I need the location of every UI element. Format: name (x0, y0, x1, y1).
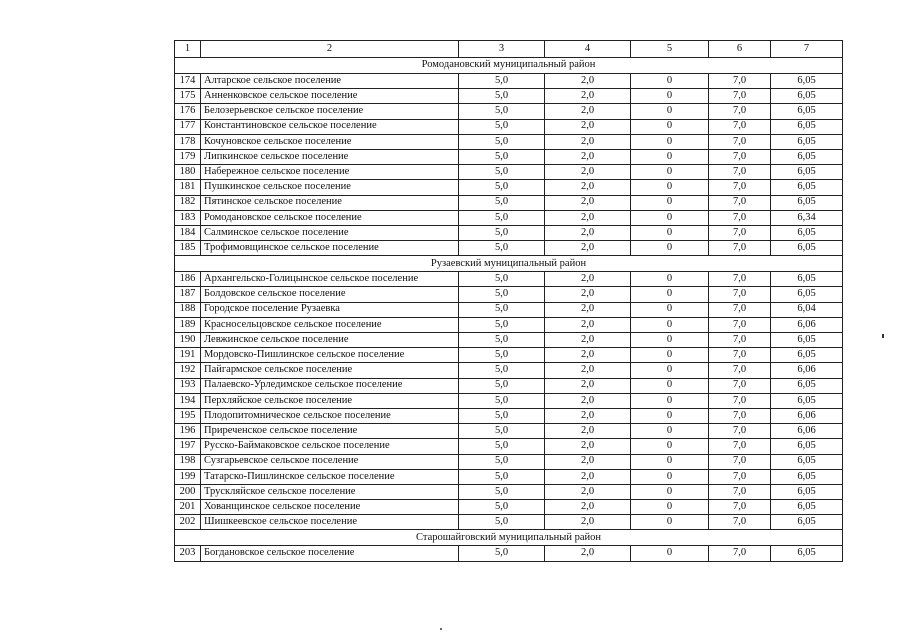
table-row (175, 89, 843, 104)
value-cell-col5: 0 (631, 165, 709, 180)
district-section-row (175, 58, 843, 74)
table-row (175, 515, 843, 530)
value-cell-col3: 5,0 (459, 241, 545, 256)
value-cell-col7: 6,05 (771, 500, 843, 515)
value-cell-col6: 7,0 (709, 469, 771, 484)
value-cell-col7: 6,06 (771, 363, 843, 378)
value-cell-col3: 5,0 (459, 287, 545, 302)
value-cell-col6: 7,0 (709, 287, 771, 302)
value-cell-col3: 5,0 (459, 484, 545, 499)
value-cell-col6: 7,0 (709, 393, 771, 408)
value-cell-col6: 7,0 (709, 302, 771, 317)
value-cell-col3: 5,0 (459, 439, 545, 454)
value-cell-col4: 2,0 (545, 241, 631, 256)
value-cell-col4: 2,0 (545, 165, 631, 180)
value-cell-col4: 2,0 (545, 89, 631, 104)
value-cell-col6: 7,0 (709, 119, 771, 134)
value-cell-col6: 7,0 (709, 225, 771, 240)
table-row (175, 454, 843, 469)
value-cell-col6: 7,0 (709, 546, 771, 561)
value-cell-col6: 7,0 (709, 241, 771, 256)
district-title: Рузаевский муниципальный район (175, 256, 843, 272)
value-cell-col5: 0 (631, 272, 709, 287)
value-cell-col3: 5,0 (459, 134, 545, 149)
value-cell-col5: 0 (631, 74, 709, 89)
row-number-cell: 181 (175, 180, 201, 195)
table-row (175, 195, 843, 210)
value-cell-col4: 2,0 (545, 333, 631, 348)
row-number-cell: 196 (175, 424, 201, 439)
value-cell-col7: 6,06 (771, 408, 843, 423)
value-cell-col4: 2,0 (545, 104, 631, 119)
value-cell-col5: 0 (631, 515, 709, 530)
settlement-name-cell: Приреченское сельское поселение (201, 424, 459, 439)
row-number-cell: 182 (175, 195, 201, 210)
settlement-name-cell: Хованщинское сельское поселение (201, 500, 459, 515)
value-cell-col3: 5,0 (459, 333, 545, 348)
value-cell-col7: 6,05 (771, 484, 843, 499)
settlement-name-cell: Татарско-Пишлинское сельское поселение (201, 469, 459, 484)
value-cell-col4: 2,0 (545, 287, 631, 302)
value-cell-col3: 5,0 (459, 149, 545, 164)
row-number-cell: 201 (175, 500, 201, 515)
row-number-cell: 187 (175, 287, 201, 302)
value-cell-col3: 5,0 (459, 469, 545, 484)
value-cell-col5: 0 (631, 302, 709, 317)
table-row (175, 424, 843, 439)
table-row (175, 469, 843, 484)
row-number-cell: 189 (175, 317, 201, 332)
value-cell-col7: 6,05 (771, 439, 843, 454)
value-cell-col7: 6,05 (771, 469, 843, 484)
settlement-name-cell: Левжинское сельское поселение (201, 333, 459, 348)
value-cell-col6: 7,0 (709, 210, 771, 225)
value-cell-col7: 6,05 (771, 546, 843, 561)
table-row (175, 287, 843, 302)
value-cell-col5: 0 (631, 469, 709, 484)
value-cell-col4: 2,0 (545, 424, 631, 439)
column-number-2: 2 (201, 41, 459, 58)
table-row (175, 408, 843, 423)
value-cell-col5: 0 (631, 500, 709, 515)
value-cell-col5: 0 (631, 393, 709, 408)
value-cell-col4: 2,0 (545, 225, 631, 240)
settlement-name-cell: Палаевско-Урледимское сельское поселение (201, 378, 459, 393)
value-cell-col4: 2,0 (545, 363, 631, 378)
value-cell-col4: 2,0 (545, 500, 631, 515)
value-cell-col5: 0 (631, 225, 709, 240)
table-row (175, 241, 843, 256)
value-cell-col3: 5,0 (459, 195, 545, 210)
value-cell-col3: 5,0 (459, 89, 545, 104)
value-cell-col4: 2,0 (545, 195, 631, 210)
table-row (175, 317, 843, 332)
value-cell-col6: 7,0 (709, 74, 771, 89)
value-cell-col7: 6,05 (771, 272, 843, 287)
value-cell-col5: 0 (631, 484, 709, 499)
value-cell-col5: 0 (631, 195, 709, 210)
settlement-name-cell: Сузгарьевское сельское поселение (201, 454, 459, 469)
value-cell-col7: 6,05 (771, 515, 843, 530)
value-cell-col6: 7,0 (709, 408, 771, 423)
row-number-cell: 188 (175, 302, 201, 317)
settlement-name-cell: Пушкинское сельское поселение (201, 180, 459, 195)
table-row (175, 363, 843, 378)
value-cell-col3: 5,0 (459, 500, 545, 515)
value-cell-col5: 0 (631, 546, 709, 561)
row-number-cell: 195 (175, 408, 201, 423)
settlement-name-cell: Архангельско-Голицынское сельское поселение (201, 272, 459, 287)
value-cell-col3: 5,0 (459, 104, 545, 119)
value-cell-col7: 6,04 (771, 302, 843, 317)
value-cell-col7: 6,05 (771, 454, 843, 469)
value-cell-col3: 5,0 (459, 272, 545, 287)
row-number-cell: 176 (175, 104, 201, 119)
value-cell-col5: 0 (631, 119, 709, 134)
value-cell-col7: 6,05 (771, 225, 843, 240)
value-cell-col7: 6,05 (771, 348, 843, 363)
table-row (175, 74, 843, 89)
value-cell-col7: 6,05 (771, 393, 843, 408)
column-number-5: 5 (631, 41, 709, 58)
column-number-6: 6 (709, 41, 771, 58)
column-number-1: 1 (175, 41, 201, 58)
settlement-name-cell: Набережное сельское поселение (201, 165, 459, 180)
row-number-cell: 190 (175, 333, 201, 348)
value-cell-col7: 6,05 (771, 104, 843, 119)
table-row (175, 210, 843, 225)
row-number-cell: 203 (175, 546, 201, 561)
value-cell-col6: 7,0 (709, 363, 771, 378)
value-cell-col7: 6,34 (771, 210, 843, 225)
value-cell-col6: 7,0 (709, 454, 771, 469)
value-cell-col6: 7,0 (709, 333, 771, 348)
value-cell-col5: 0 (631, 439, 709, 454)
value-cell-col3: 5,0 (459, 515, 545, 530)
value-cell-col4: 2,0 (545, 317, 631, 332)
value-cell-col4: 2,0 (545, 469, 631, 484)
value-cell-col7: 6,05 (771, 119, 843, 134)
value-cell-col6: 7,0 (709, 424, 771, 439)
value-cell-col7: 6,05 (771, 287, 843, 302)
table-row (175, 119, 843, 134)
value-cell-col3: 5,0 (459, 180, 545, 195)
value-cell-col4: 2,0 (545, 439, 631, 454)
value-cell-col6: 7,0 (709, 317, 771, 332)
row-number-cell: 193 (175, 378, 201, 393)
value-cell-col4: 2,0 (545, 210, 631, 225)
scan-speck (440, 628, 442, 630)
value-cell-col5: 0 (631, 363, 709, 378)
row-number-cell: 199 (175, 469, 201, 484)
value-cell-col5: 0 (631, 180, 709, 195)
district-section-row (175, 256, 843, 272)
settlement-name-cell: Ромодановское сельское поселение (201, 210, 459, 225)
value-cell-col4: 2,0 (545, 134, 631, 149)
table-row (175, 546, 843, 561)
row-number-cell: 183 (175, 210, 201, 225)
value-cell-col5: 0 (631, 408, 709, 423)
value-cell-col3: 5,0 (459, 454, 545, 469)
value-cell-col5: 0 (631, 378, 709, 393)
value-cell-col6: 7,0 (709, 272, 771, 287)
column-number-4: 4 (545, 41, 631, 58)
value-cell-col7: 6,05 (771, 74, 843, 89)
value-cell-col3: 5,0 (459, 348, 545, 363)
row-number-cell: 192 (175, 363, 201, 378)
value-cell-col4: 2,0 (545, 378, 631, 393)
value-cell-col5: 0 (631, 104, 709, 119)
row-number-cell: 202 (175, 515, 201, 530)
value-cell-col6: 7,0 (709, 165, 771, 180)
settlement-name-cell: Пайгармское сельское поселение (201, 363, 459, 378)
table-row (175, 348, 843, 363)
value-cell-col6: 7,0 (709, 134, 771, 149)
value-cell-col6: 7,0 (709, 89, 771, 104)
value-cell-col6: 7,0 (709, 195, 771, 210)
row-number-cell: 200 (175, 484, 201, 499)
column-number-7: 7 (771, 41, 843, 58)
value-cell-col7: 6,05 (771, 195, 843, 210)
settlement-name-cell: Русско-Баймаковское сельское поселение (201, 439, 459, 454)
row-number-cell: 194 (175, 393, 201, 408)
value-cell-col4: 2,0 (545, 546, 631, 561)
value-cell-col5: 0 (631, 149, 709, 164)
value-cell-col3: 5,0 (459, 74, 545, 89)
table-row (175, 149, 843, 164)
margin-mark (882, 334, 884, 338)
value-cell-col6: 7,0 (709, 348, 771, 363)
row-number-cell: 174 (175, 74, 201, 89)
settlement-name-cell: Богдановское сельское поселение (201, 546, 459, 561)
table-row (175, 378, 843, 393)
value-cell-col4: 2,0 (545, 484, 631, 499)
value-cell-col3: 5,0 (459, 225, 545, 240)
settlement-name-cell: Белозерьевское сельское поселение (201, 104, 459, 119)
value-cell-col3: 5,0 (459, 424, 545, 439)
value-cell-col7: 6,05 (771, 333, 843, 348)
settlement-name-cell: Городское поселение Рузаевка (201, 302, 459, 317)
settlement-name-cell: Плодопитомническое сельское поселение (201, 408, 459, 423)
district-title: Ромодановский муниципальный район (175, 58, 843, 74)
value-cell-col5: 0 (631, 348, 709, 363)
value-cell-col4: 2,0 (545, 515, 631, 530)
value-cell-col3: 5,0 (459, 165, 545, 180)
value-cell-col3: 5,0 (459, 546, 545, 561)
row-number-cell: 198 (175, 454, 201, 469)
table-body (175, 41, 843, 562)
settlement-name-cell: Болдовское сельское поселение (201, 287, 459, 302)
value-cell-col6: 7,0 (709, 149, 771, 164)
table-row (175, 180, 843, 195)
column-number-header-row (175, 41, 843, 58)
value-cell-col4: 2,0 (545, 302, 631, 317)
table-row (175, 333, 843, 348)
value-cell-col5: 0 (631, 210, 709, 225)
value-cell-col3: 5,0 (459, 317, 545, 332)
row-number-cell: 177 (175, 119, 201, 134)
value-cell-col3: 5,0 (459, 210, 545, 225)
value-cell-col3: 5,0 (459, 302, 545, 317)
row-number-cell: 178 (175, 134, 201, 149)
value-cell-col6: 7,0 (709, 378, 771, 393)
value-cell-col6: 7,0 (709, 484, 771, 499)
value-cell-col7: 6,05 (771, 134, 843, 149)
value-cell-col4: 2,0 (545, 180, 631, 195)
value-cell-col7: 6,05 (771, 241, 843, 256)
settlement-name-cell: Мордовско-Пишлинское сельское поселение (201, 348, 459, 363)
table-row (175, 500, 843, 515)
value-cell-col3: 5,0 (459, 393, 545, 408)
settlement-name-cell: Кочуновское сельское поселение (201, 134, 459, 149)
row-number-cell: 184 (175, 225, 201, 240)
value-cell-col5: 0 (631, 134, 709, 149)
value-cell-col3: 5,0 (459, 378, 545, 393)
value-cell-col4: 2,0 (545, 348, 631, 363)
value-cell-col4: 2,0 (545, 454, 631, 469)
value-cell-col7: 6,05 (771, 165, 843, 180)
district-title: Старошайговский муниципальный район (175, 530, 843, 546)
value-cell-col4: 2,0 (545, 119, 631, 134)
settlement-name-cell: Красносельцовское сельское поселение (201, 317, 459, 332)
table-row (175, 134, 843, 149)
value-cell-col4: 2,0 (545, 149, 631, 164)
settlement-name-cell: Шишкеевское сельское поселение (201, 515, 459, 530)
settlement-name-cell: Алтарское сельское поселение (201, 74, 459, 89)
value-cell-col6: 7,0 (709, 500, 771, 515)
row-number-cell: 197 (175, 439, 201, 454)
table-row (175, 272, 843, 287)
table-row (175, 225, 843, 240)
table-row (175, 393, 843, 408)
column-number-3: 3 (459, 41, 545, 58)
table-row (175, 302, 843, 317)
value-cell-col6: 7,0 (709, 180, 771, 195)
settlement-name-cell: Липкинское сельское поселение (201, 149, 459, 164)
value-cell-col3: 5,0 (459, 408, 545, 423)
value-cell-col4: 2,0 (545, 408, 631, 423)
value-cell-col4: 2,0 (545, 393, 631, 408)
row-number-cell: 186 (175, 272, 201, 287)
table-row (175, 165, 843, 180)
settlement-name-cell: Анненковское сельское поселение (201, 89, 459, 104)
value-cell-col7: 6,05 (771, 180, 843, 195)
district-section-row (175, 530, 843, 546)
value-cell-col7: 6,06 (771, 424, 843, 439)
table-row (175, 484, 843, 499)
row-number-cell: 175 (175, 89, 201, 104)
document-page (174, 40, 842, 562)
value-cell-col5: 0 (631, 241, 709, 256)
value-cell-col7: 6,06 (771, 317, 843, 332)
settlement-name-cell: Пятинское сельское поселение (201, 195, 459, 210)
value-cell-col5: 0 (631, 89, 709, 104)
settlement-name-cell: Салминское сельское поселение (201, 225, 459, 240)
value-cell-col4: 2,0 (545, 74, 631, 89)
settlement-name-cell: Трускляйское сельское поселение (201, 484, 459, 499)
value-cell-col7: 6,05 (771, 378, 843, 393)
settlement-name-cell: Трофимовщинское сельское поселение (201, 241, 459, 256)
value-cell-col6: 7,0 (709, 515, 771, 530)
value-cell-col4: 2,0 (545, 272, 631, 287)
value-cell-col3: 5,0 (459, 119, 545, 134)
value-cell-col5: 0 (631, 333, 709, 348)
row-number-cell: 191 (175, 348, 201, 363)
value-cell-col5: 0 (631, 454, 709, 469)
value-cell-col7: 6,05 (771, 149, 843, 164)
row-number-cell: 180 (175, 165, 201, 180)
row-number-cell: 179 (175, 149, 201, 164)
settlement-name-cell: Перхляйское сельское поселение (201, 393, 459, 408)
table-row (175, 104, 843, 119)
row-number-cell: 185 (175, 241, 201, 256)
settlements-table (174, 40, 843, 562)
value-cell-col7: 6,05 (771, 89, 843, 104)
value-cell-col5: 0 (631, 317, 709, 332)
value-cell-col5: 0 (631, 424, 709, 439)
value-cell-col3: 5,0 (459, 363, 545, 378)
value-cell-col5: 0 (631, 287, 709, 302)
settlement-name-cell: Константиновское сельское поселение (201, 119, 459, 134)
value-cell-col6: 7,0 (709, 439, 771, 454)
table-row (175, 439, 843, 454)
value-cell-col6: 7,0 (709, 104, 771, 119)
